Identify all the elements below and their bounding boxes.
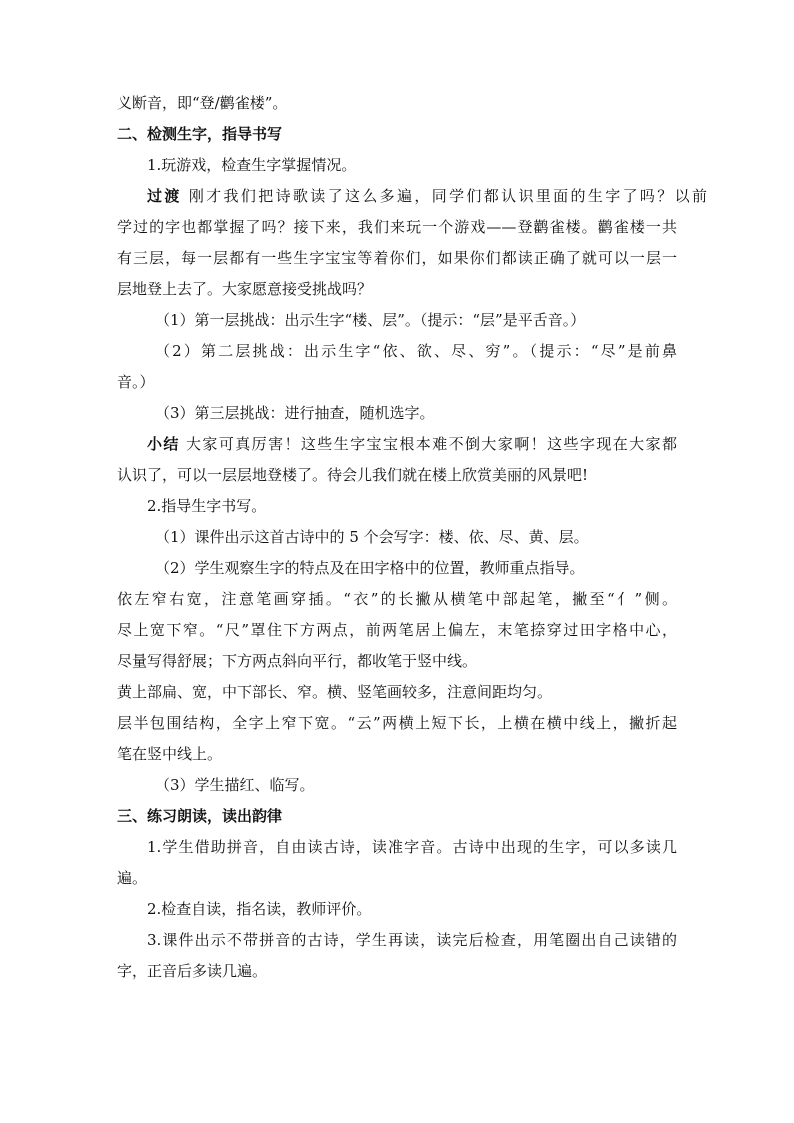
- section-heading: 二、检测生字，指导书写: [117, 125, 283, 143]
- paragraph-line: 层半包围结构，全字上窄下宽。“云”两横上短下长，上横在横中线上，撇折起: [117, 714, 677, 732]
- paragraph-line: 2.检查自读，指名读，教师评价。: [147, 900, 372, 918]
- paragraph-line: 黄上部扁、宽，中下部长、窄。横、竖笔画较多，注意间距均匀。: [117, 683, 553, 701]
- paragraph-line: 层地登上去了。大家愿意接受挑战吗？: [117, 280, 373, 298]
- paragraph-line: （1）第一层挑战：出示生字“楼、层”。（提示：“层”是平舌音。）: [155, 311, 586, 329]
- paragraph-text: 刚才我们把诗歌读了这么多遍，同学们都认识里面的生字了吗？以前: [181, 187, 707, 205]
- paragraph-line: 认识了，可以一层层地登楼了。待会儿我们就在楼上欣赏美丽的风景吧!: [117, 466, 589, 484]
- paragraph-line: 有三层，每一层都有一些生字宝宝等着你们，如果你们都读正确了就可以一层一: [117, 249, 677, 267]
- section-heading: 三、练习朗读，读出韵律: [117, 807, 283, 825]
- paragraph-line: 尽上宽下窄。“尺”罩住下方两点，前两笔居上偏左，末笔捺穿过田字格中心，: [117, 621, 677, 639]
- paragraph-line: [117, 429, 677, 460]
- document-page: [117, 88, 707, 987]
- paragraph-line: 遍。: [117, 869, 148, 887]
- paragraph-line: 字，正音后多读几遍。: [117, 962, 268, 980]
- paragraph-line: 1.学生借助拼音，自由读古诗，读准字音。古诗中出现的生字，可以多读几: [147, 838, 677, 856]
- paragraph-line: 2.指导生字书写。: [147, 497, 267, 515]
- paragraph-line: 音。）: [117, 373, 155, 391]
- paragraph-line: [117, 181, 707, 212]
- paragraph-line: （2）学生观察生字的特点及在田字格中的位置，教师重点指导。: [155, 559, 585, 577]
- paragraph-label: 小结: [147, 435, 180, 453]
- paragraph-line: 依左窄右宽，注意笔画穿插。“衣”的长撇从横笔中部起笔，撇至“亻”侧。: [117, 590, 677, 608]
- paragraph-line: 学过的字也都掌握了吗？接下来，我们来玩一个游戏——登鹳雀楼。鹳雀楼一共: [117, 218, 677, 236]
- paragraph-line: 尽量写得舒展；下方两点斜向平行，都收笔于竖中线。: [117, 652, 478, 670]
- paragraph-line: 3.课件出示不带拼音的古诗，学生再读，读完后检查，用笔圈出自己读错的: [147, 931, 677, 949]
- paragraph-text: 大家可真厉害！这些生字宝宝根本难不倒大家啊！这些字现在大家都: [179, 435, 677, 453]
- paragraph-line: （3）学生描红、临写。: [155, 776, 315, 794]
- paragraph-label: 过渡: [147, 187, 182, 205]
- paragraph-line: （1）课件出示这首古诗中的 5 个会写字：楼、依、尽、黄、层。: [155, 528, 589, 546]
- paragraph-line: 义断音，即“登/鹳雀楼”。: [117, 94, 288, 112]
- paragraph-line: 1.玩游戏，检查生字掌握情况。: [147, 156, 357, 174]
- paragraph-line: 笔在竖中线上。: [117, 745, 223, 763]
- paragraph-line: （3）第三层挑战：进行抽查，随机选字。: [155, 404, 435, 422]
- paragraph-line: （2）第二层挑战：出示生字“依、欲、尽、穷”。（提示：“尽”是前鼻: [155, 342, 677, 360]
